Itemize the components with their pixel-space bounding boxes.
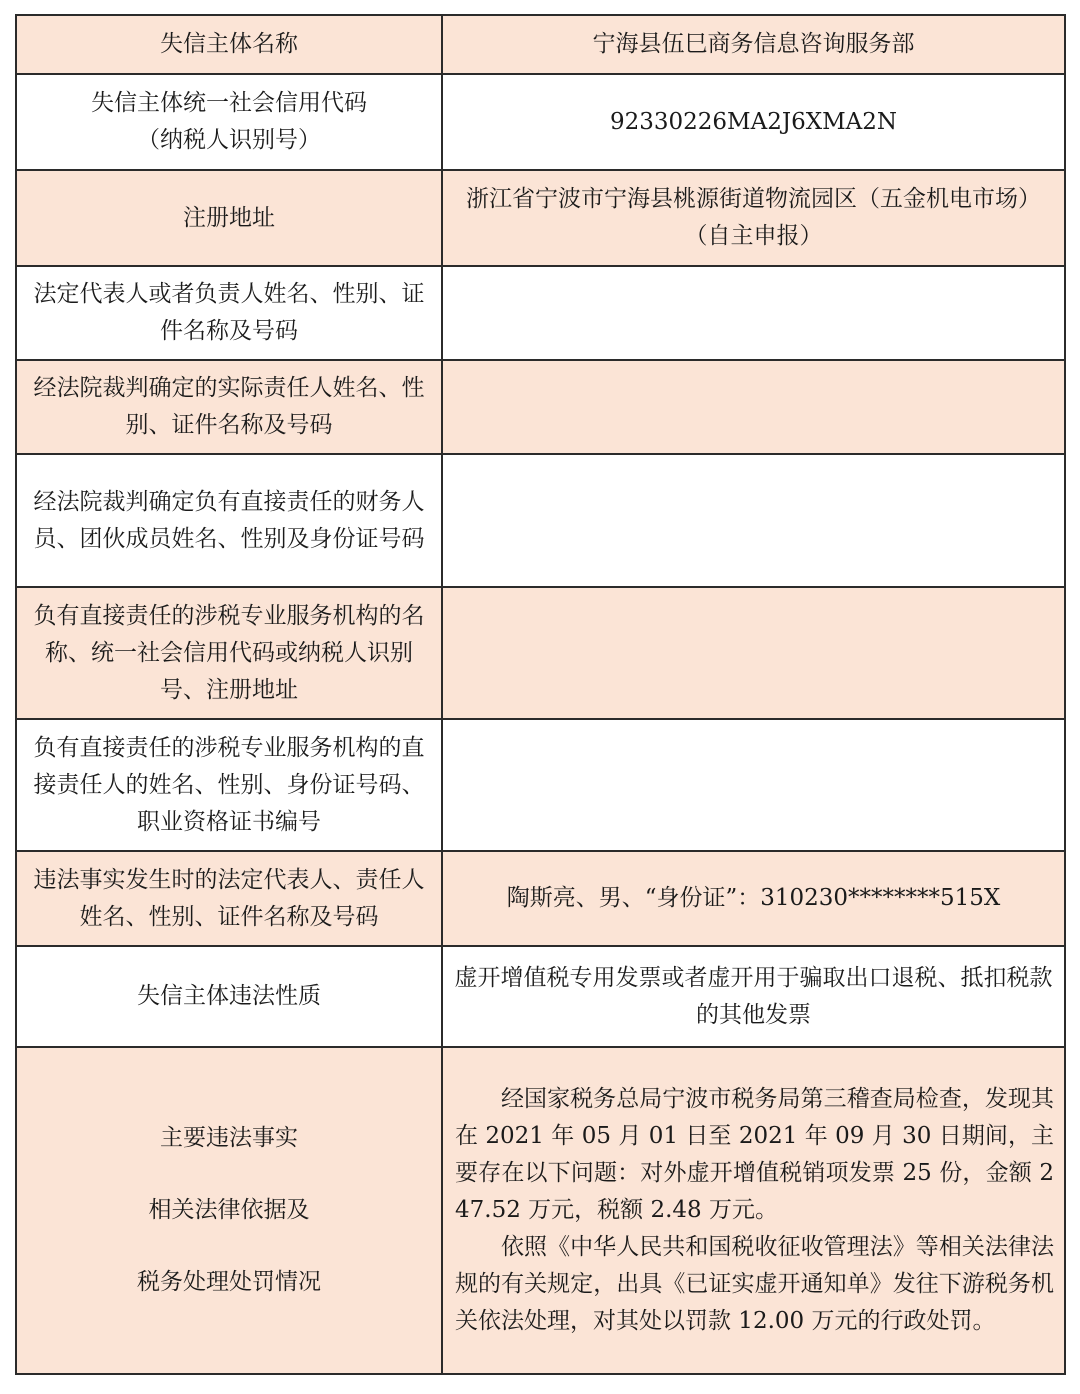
label-credit-code-line2: （纳税人识别号） (137, 127, 321, 153)
row-actual-responsible (16, 360, 1065, 454)
label-main-facts-line2: 相关法律依据及 (148, 1197, 310, 1223)
label-main-facts (16, 1047, 442, 1374)
label-main-facts-line3: 税务处理处罚情况 (137, 1269, 321, 1295)
label-financial-staff: 经法院裁判确定负有直接责任的财务人员、团伙成员姓名、性别及身份证号码 (16, 454, 442, 587)
row-address (16, 170, 1065, 266)
row-credit-code (16, 74, 1065, 170)
value-main-facts (442, 1047, 1065, 1374)
label-entity-name: 失信主体名称 (16, 15, 442, 74)
blacklist-info-table (15, 14, 1066, 1375)
value-violation-nature: 虚开增值税专用发票或者虚开用于骗取出口退税、抵扣税款的其他发票 (442, 946, 1065, 1047)
label-responsible-at-time: 违法事实发生时的法定代表人、责任人姓名、性别、证件名称及号码 (16, 851, 442, 946)
label-main-facts-line1: 主要违法事实 (160, 1125, 298, 1151)
value-entity-name: 宁海县伍巳商务信息咨询服务部 (442, 15, 1065, 74)
value-financial-staff (442, 454, 1065, 587)
value-agency (442, 587, 1065, 719)
label-agency-person: 负有直接责任的涉税专业服务机构的直接责任人的姓名、性别、身份证号码、职业资格证书编号 (16, 719, 442, 851)
value-address: 浙江省宁波市宁海县桃源街道物流园区（五金机电市场）（自主申报） (442, 170, 1065, 266)
facts-paragraph-inspection: 经国家税务总局宁波市税务局第三稽查局检查，发现其在 2021 年 05 月 01 日至 2021 年 09 月 30 日期间，主要存在以下问题：对外虚开增值税销项发票 25 份，金额 247.52 万元，税额 2.48 万元。 (455, 1086, 1054, 1223)
label-credit-code-line1: 失信主体统一社会信用代码 (91, 90, 367, 116)
label-address: 注册地址 (16, 170, 442, 266)
label-actual-responsible: 经法院裁判确定的实际责任人姓名、性别、证件名称及号码 (16, 360, 442, 454)
value-credit-code: 92330226MA2J6XMA2N (442, 74, 1065, 170)
row-violation-nature (16, 946, 1065, 1047)
row-responsible-at-time (16, 851, 1065, 946)
facts-paragraph-penalty: 依照《中华人民共和国税收征收管理法》等相关法律法规的有关规定，出具《已证实虚开通知单》发往下游税务机关依法处理，对其处以罚款 12.00 万元的行政处罚。 (455, 1234, 1054, 1334)
label-credit-code (16, 74, 442, 170)
row-entity-name (16, 15, 1065, 74)
row-legal-rep (16, 266, 1065, 360)
row-agency-person (16, 719, 1065, 851)
row-agency (16, 587, 1065, 719)
value-legal-rep (442, 266, 1065, 360)
label-violation-nature: 失信主体违法性质 (16, 946, 442, 1047)
row-financial-staff (16, 454, 1065, 587)
value-agency-person (442, 719, 1065, 851)
label-legal-rep: 法定代表人或者负责人姓名、性别、证件名称及号码 (16, 266, 442, 360)
label-agency: 负有直接责任的涉税专业服务机构的名称、统一社会信用代码或纳税人识别号、注册地址 (16, 587, 442, 719)
value-responsible-at-time: 陶斯亮、男、“身份证”：310230********515X (442, 851, 1065, 946)
value-actual-responsible (442, 360, 1065, 454)
row-main-facts (16, 1047, 1065, 1374)
